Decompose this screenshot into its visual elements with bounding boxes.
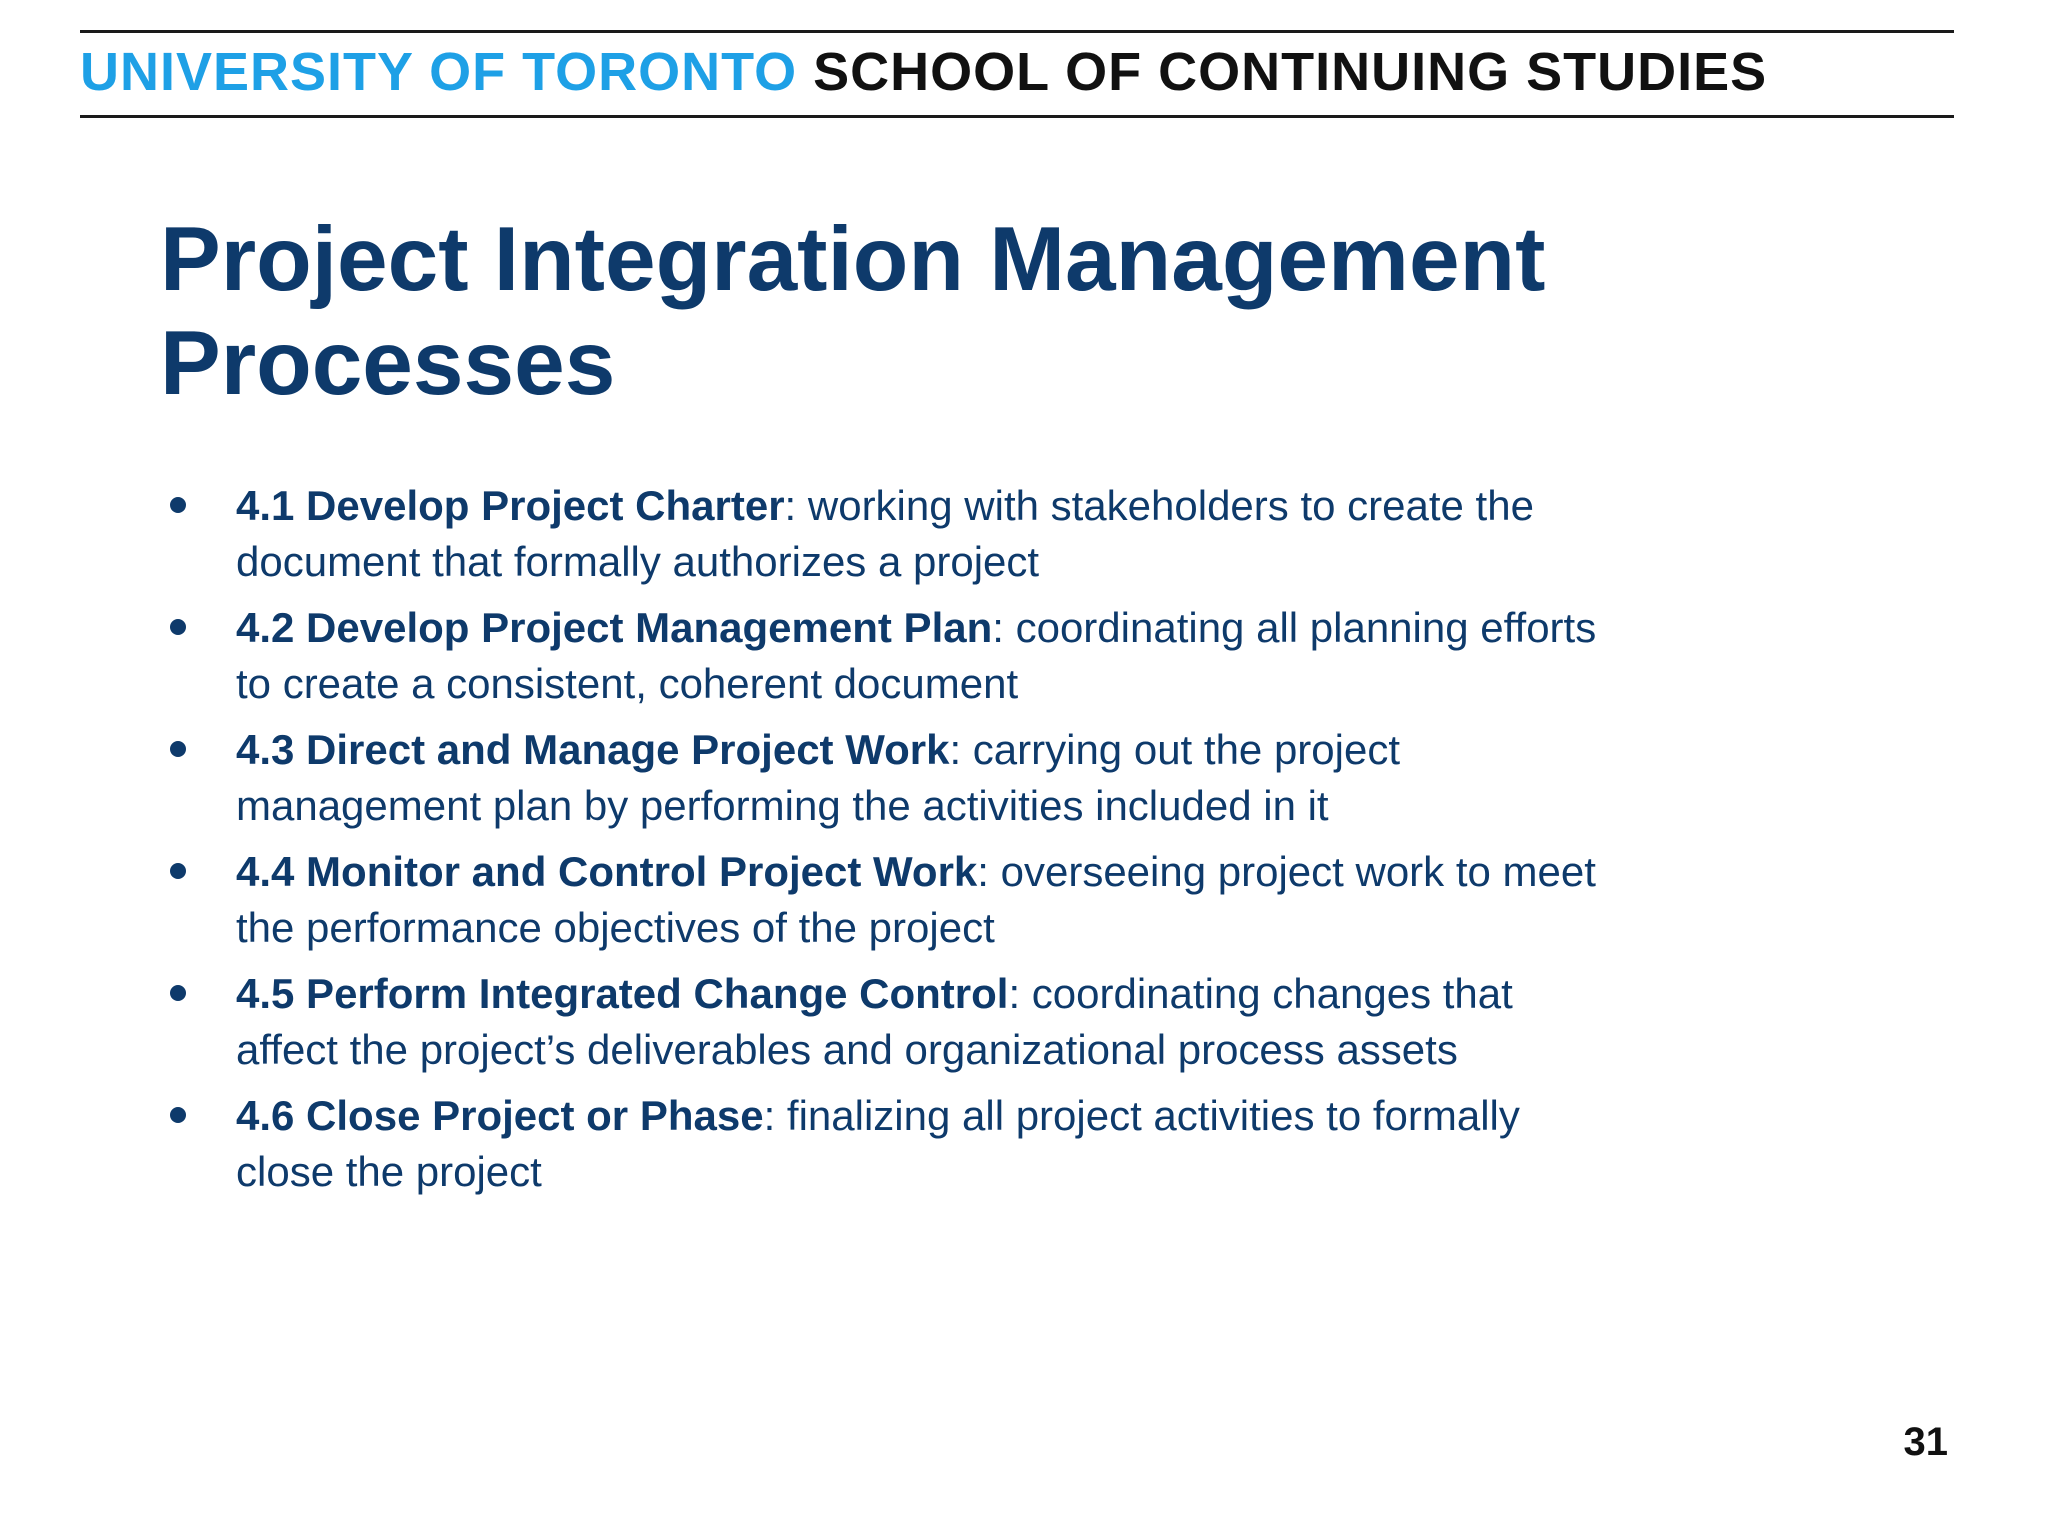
- slide-title: [160, 208, 1660, 416]
- list-item: [160, 722, 1620, 834]
- process-list: [160, 478, 1620, 1210]
- process-description: : finalizing all project activities to formally close the project: [236, 1092, 1520, 1195]
- university-name: UNIVERSITY OF TORONTO: [80, 42, 798, 102]
- list-item: [160, 966, 1620, 1078]
- process-term: 4.4 Monitor and Control Project Work: [236, 848, 978, 895]
- bullet-icon: [170, 619, 186, 635]
- header-top-rule: [80, 30, 1954, 33]
- process-description: : coordinating changes that affect the project’s deliverables and organizational process assets: [236, 970, 1513, 1073]
- slide-title-line-2: Processes: [160, 313, 616, 414]
- bullet-icon: [170, 497, 186, 513]
- slide-title-line-1: Project Integration Management: [160, 209, 1546, 310]
- header-bottom-rule: [80, 115, 1954, 118]
- header-banner: [80, 36, 1767, 108]
- list-item: [160, 1088, 1620, 1200]
- bullet-icon: [170, 741, 186, 757]
- process-description: : coordinating all planning efforts to create a consistent, coherent document: [236, 604, 1597, 707]
- school-name: SCHOOL OF CONTINUING STUDIES: [813, 42, 1768, 102]
- process-term: 4.2 Develop Project Management Plan: [236, 604, 993, 651]
- page-number: 31: [1903, 1420, 1948, 1464]
- process-description: : overseeing project work to meet the performance objectives of the project: [236, 848, 1596, 951]
- process-term: 4.1 Develop Project Charter: [236, 482, 785, 529]
- process-description: : working with stakeholders to create the document that formally authorizes a project: [236, 482, 1534, 585]
- bullet-icon: [170, 863, 186, 879]
- bullet-icon: [170, 1107, 186, 1123]
- list-item: [160, 600, 1620, 712]
- process-term: 4.5 Perform Integrated Change Control: [236, 970, 1009, 1017]
- process-term: 4.6 Close Project or Phase: [236, 1092, 764, 1139]
- bullet-icon: [170, 985, 186, 1001]
- process-term: 4.3 Direct and Manage Project Work: [236, 726, 950, 773]
- process-description: : carrying out the project management plan by performing the activities included in it: [236, 726, 1401, 829]
- list-item: [160, 844, 1620, 956]
- list-item: [160, 478, 1620, 590]
